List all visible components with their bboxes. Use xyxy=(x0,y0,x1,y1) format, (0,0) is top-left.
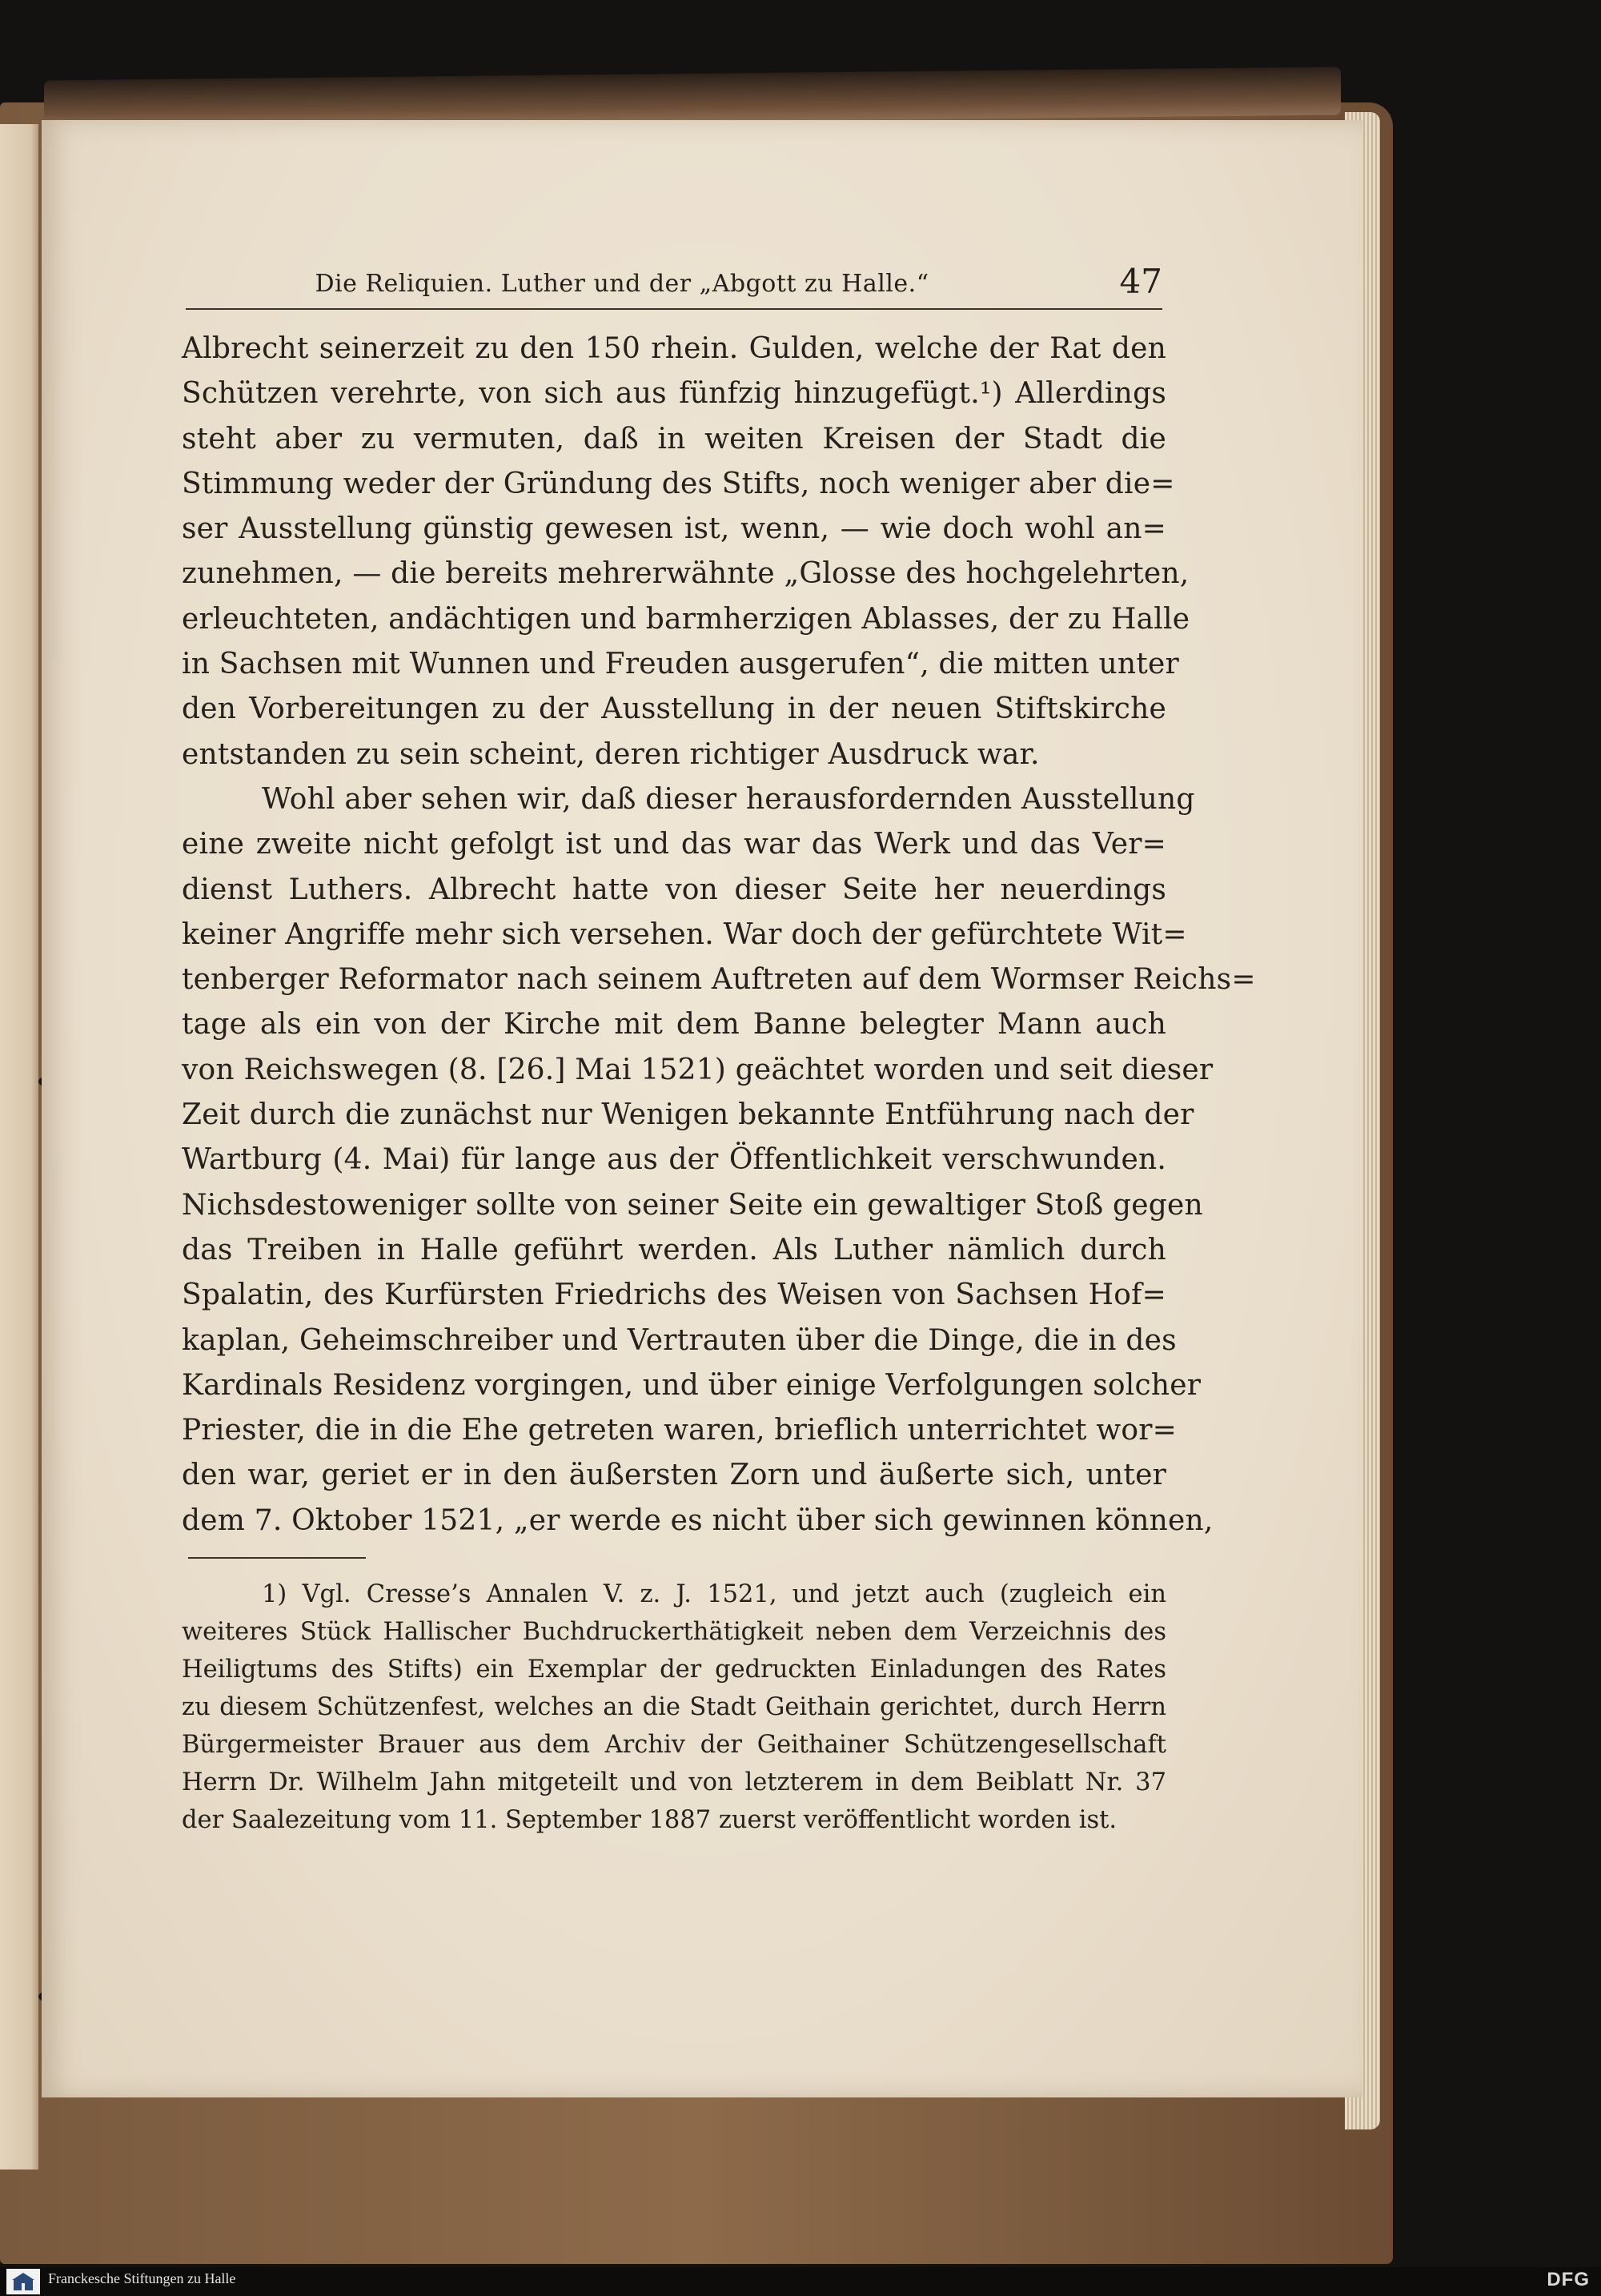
text-line: steht aber zu vermuten, daß in weiten Kreisen der Stadt die xyxy=(182,422,1166,456)
body-text xyxy=(182,327,1256,1543)
text-line: entstanden zu sein scheint, deren richtiger Ausdruck war. xyxy=(182,737,1040,771)
footnote-line: zu diesem Schützenfest, welches an die Stadt Geithain gerichtet, durch Herrn xyxy=(182,1693,1166,1721)
footnote-divider xyxy=(188,1557,366,1559)
footnotes xyxy=(182,1575,1166,1839)
viewer-footer-bar xyxy=(0,2267,1601,2296)
running-title: Die Reliquien. Luther und der „Abgott zu Halle.“ xyxy=(315,270,929,298)
text-line: dem 7. Oktober 1521, „er werde es nicht über sich gewinnen können, xyxy=(182,1503,1214,1537)
text-line: Spalatin, des Kurfürsten Friedrichs des Weisen von Sachsen Hof= xyxy=(182,1278,1166,1312)
text-line: von Reichswegen (8. [26.] Mai 1521) geächtet worden und seit dieser xyxy=(182,1053,1214,1086)
text-line: Wohl aber sehen wir, daß dieser herausfordernden Ausstellung xyxy=(262,782,1195,816)
text-line: Nichsdestoweniger sollte von seiner Seite ein gewaltiger Stoß gegen xyxy=(182,1188,1203,1222)
footnote-line: Heiligtums des Stifts) ein Exemplar der gedruckten Einladungen des Rates xyxy=(182,1656,1166,1684)
franckesche-stiftungen-logo-icon xyxy=(6,2269,40,2294)
text-line: Stimmung weder der Gründung des Stifts, noch weniger aber die= xyxy=(182,467,1175,500)
text-line: Zeit durch die zunächst nur Wenigen bekannte Entführung nach der xyxy=(182,1098,1194,1132)
footnote-line: Bürgermeister Brauer aus dem Archiv der Geithainer Schützengesellschaft xyxy=(182,1731,1166,1759)
text-line: dienst Luthers. Albrecht hatte von dieser Seite her neuerdings xyxy=(182,873,1166,906)
page-number: 47 xyxy=(1119,262,1162,301)
facing-page-edge xyxy=(0,124,38,2170)
text-line: ser Ausstellung günstig gewesen ist, wenn, — wie doch wohl an= xyxy=(182,512,1166,546)
text-line: Priester, die in die Ehe getreten waren, brieflich unterrichtet wor= xyxy=(182,1414,1177,1447)
text-line: in Sachsen mit Wunnen und Freuden ausgerufen“, die mitten unter xyxy=(182,648,1179,681)
text-line: kaplan, Geheimschreiber und Vertrauten über die Dinge, die in des xyxy=(182,1323,1177,1357)
page-header xyxy=(186,260,1162,310)
footnote-line: weiteres Stück Hallischer Buchdruckerthätigkeit neben dem Verzeichnis des xyxy=(182,1618,1166,1646)
text-line: eine zweite nicht gefolgt ist und das war das Werk und das Ver= xyxy=(182,828,1166,861)
text-line: Albrecht seinerzeit zu den 150 rhein. Gulden, welche der Rat den xyxy=(182,332,1166,365)
text-line: das Treiben in Halle geführt werden. Als Luther nämlich durch xyxy=(182,1233,1166,1266)
text-line: Wartburg (4. Mai) für lange aus der Öffentlichkeit verschwunden. xyxy=(182,1143,1166,1177)
footnote-line: der Saalezeitung vom 11. September 1887 zuerst veröffentlicht worden ist. xyxy=(182,1806,1117,1834)
text-line: den Vorbereitungen zu der Ausstellung in der neuen Stiftskirche xyxy=(182,692,1166,726)
text-line: Kardinals Residenz vorgingen, und über einige Verfolgungen solcher xyxy=(182,1368,1202,1402)
text-line: erleuchteten, andächtigen und barmherzigen Ablasses, der zu Halle xyxy=(182,602,1190,636)
footnote-line: 1) Vgl. Cresse’s Annalen V. z. J. 1521, und jetzt auch (zugleich ein xyxy=(262,1580,1166,1608)
footnote-line: Herrn Dr. Wilhelm Jahn mitgeteilt und von letzterem in dem Beiblatt Nr. 37 xyxy=(182,1768,1166,1796)
text-line: keiner Angriffe mehr sich versehen. War doch der gefürchtete Wit= xyxy=(182,917,1187,951)
text-line: tage als ein von der Kirche mit dem Banne belegter Mann auch xyxy=(182,1008,1166,1042)
text-line: Schützen verehrte, von sich aus fünfzig hinzugefügt.¹) Allerdings xyxy=(182,377,1166,411)
dfg-logo: DFG xyxy=(1547,2269,1590,2290)
institution-label: Franckesche Stiftungen zu Halle xyxy=(48,2270,236,2286)
text-line: zunehmen, — die bereits mehrerwähnte „Glosse des hochgelehrten, xyxy=(182,557,1190,591)
book-page xyxy=(42,120,1362,2097)
text-line: den war, geriet er in den äußersten Zorn und äußerte sich, unter xyxy=(182,1459,1166,1492)
text-line: tenberger Reformator nach seinem Auftreten auf dem Wormser Reichs= xyxy=(182,963,1256,997)
